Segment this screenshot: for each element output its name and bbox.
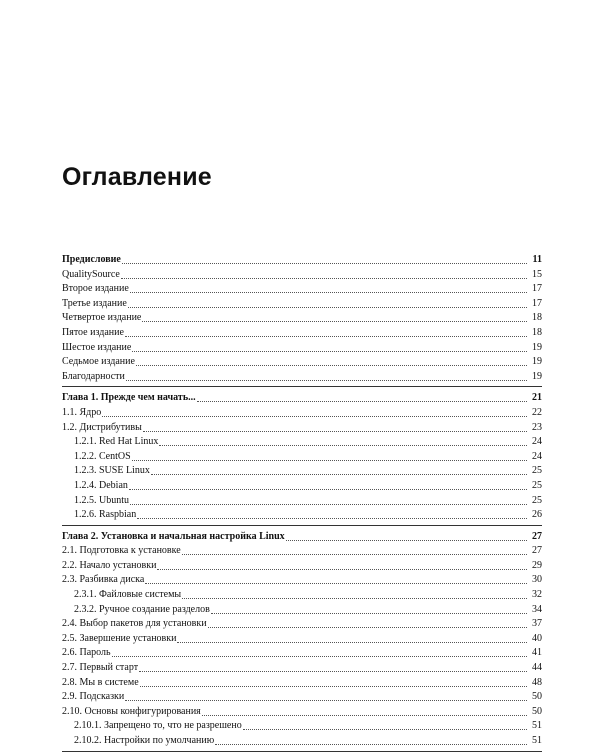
toc-entry — [62, 450, 542, 465]
toc-leader-dots — [139, 662, 527, 672]
toc-entry-label: 1.2.3. SUSE Linux — [74, 465, 150, 477]
toc-leader-dots — [125, 327, 527, 337]
toc-page-number: 44 — [532, 662, 542, 674]
toc-leader-dots — [182, 589, 527, 599]
toc-leader-dots — [130, 283, 527, 293]
toc-entry-label: 2.3.1. Файловые системы — [74, 589, 182, 601]
toc-entry — [62, 311, 542, 326]
toc-page-number: 32 — [532, 589, 542, 601]
toc-entry — [62, 646, 542, 661]
toc-entry — [62, 588, 542, 603]
toc-page-number: 34 — [532, 603, 542, 615]
toc-entry — [62, 705, 542, 720]
toc-entry — [62, 464, 542, 479]
toc-leader-dots — [102, 407, 527, 417]
toc-entry — [62, 297, 542, 312]
toc-leader-dots — [215, 735, 527, 745]
toc-entry — [62, 573, 542, 588]
toc-entry-label: Третье издание — [62, 297, 127, 309]
toc-leader-dots — [140, 677, 527, 687]
toc-leader-dots — [286, 531, 527, 541]
toc-entry-label: Глава 1. Прежде чем начать... — [62, 392, 196, 404]
toc-entry-label: 2.5. Завершение установки — [62, 632, 177, 644]
toc-page-number: 17 — [532, 283, 542, 295]
toc-chapter-heading — [62, 530, 542, 545]
toc-chapter-heading — [62, 253, 542, 268]
toc-leader-dots — [137, 509, 527, 519]
toc-leader-dots — [243, 720, 527, 730]
toc-entry-label: Благодарности — [62, 370, 125, 382]
toc-section — [62, 253, 542, 387]
toc-leader-dots — [177, 633, 527, 643]
toc-entry — [62, 559, 542, 574]
toc-page-number: 50 — [532, 691, 542, 703]
toc-leader-dots — [122, 254, 527, 264]
toc-section — [62, 530, 542, 752]
toc-page-number: 19 — [532, 370, 542, 382]
toc-entry-label: 2.2. Начало установки — [62, 559, 157, 571]
toc-entry-label: 2.9. Подсказки — [62, 691, 125, 703]
toc-entry — [62, 617, 542, 632]
toc-page-number: 24 — [532, 450, 542, 462]
toc-entry — [62, 603, 542, 618]
toc-page-number: 30 — [532, 574, 542, 586]
toc-page-number: 15 — [532, 268, 542, 280]
toc-leader-dots — [157, 560, 527, 570]
toc-entry-label: 2.6. Пароль — [62, 647, 111, 659]
toc-page-number: 27 — [532, 545, 542, 557]
toc-entry — [62, 676, 542, 691]
toc-entry-label: 1.2.4. Debian — [74, 479, 128, 491]
toc-page-number: 27 — [532, 530, 542, 542]
toc-entry-label: Глава 2. Установка и начальная настройка Linux — [62, 530, 285, 542]
toc-section — [62, 391, 542, 525]
toc-page-number: 11 — [532, 254, 542, 265]
toc-page-number: 22 — [532, 406, 542, 418]
toc-entry-label: 2.10.2. Настройки по умолчанию — [74, 735, 215, 746]
toc-page-number: 18 — [532, 326, 542, 338]
toc-leader-dots — [182, 545, 527, 555]
toc-leader-dots — [132, 451, 527, 461]
toc-leader-dots — [136, 356, 527, 366]
toc-leader-dots — [121, 269, 527, 279]
toc-page-number: 51 — [532, 735, 542, 746]
toc-page-number: 40 — [532, 632, 542, 644]
toc-page-number: 37 — [532, 618, 542, 630]
toc-leader-dots — [132, 342, 527, 352]
toc-entry-label: Четвертое издание — [62, 312, 142, 324]
toc-leader-dots — [112, 647, 527, 657]
toc-leader-dots — [211, 604, 527, 614]
toc-entry-label: 2.7. Первый старт — [62, 662, 139, 674]
toc-leader-dots — [208, 618, 527, 628]
toc-leader-dots — [125, 691, 527, 701]
toc-entry — [62, 341, 542, 356]
toc-page-number: 26 — [532, 509, 542, 521]
toc-chapter-heading — [62, 391, 542, 406]
toc-entry-label: Второе издание — [62, 283, 129, 295]
toc-entry — [62, 406, 542, 421]
toc-page-number: 48 — [532, 676, 542, 688]
toc-entry-label: 1.2.1. Red Hat Linux — [74, 436, 159, 448]
toc-entry — [62, 508, 542, 523]
toc-page-number: 41 — [532, 647, 542, 659]
toc-entry — [62, 544, 542, 559]
toc-entry-label: Седьмое издание — [62, 356, 135, 368]
toc-entry-label: 2.10.1. Запрещено то, что не разрешено — [74, 720, 242, 732]
toc-entry-label: 1.2.5. Ubuntu — [74, 494, 129, 506]
toc-entry-label: Шестое издание — [62, 341, 132, 353]
toc-entry — [62, 494, 542, 509]
toc-leader-dots — [197, 392, 527, 402]
toc-page-number: 51 — [532, 720, 542, 732]
toc-leader-dots — [126, 371, 527, 381]
toc-entry-label: 1.2. Дистрибутивы — [62, 421, 142, 433]
toc-entry-label: 2.3. Разбивка диска — [62, 574, 145, 586]
toc-entry — [62, 326, 542, 341]
toc-entry — [62, 370, 542, 385]
toc-entry-label: 2.1. Подготовка к установке — [62, 545, 181, 557]
toc-entry — [62, 435, 542, 450]
toc-entry-label: QualitySource — [62, 268, 120, 280]
toc-entry — [62, 734, 542, 749]
toc-leader-dots — [128, 298, 527, 308]
toc-page-number: 29 — [532, 559, 542, 571]
toc-leader-dots — [145, 574, 527, 584]
toc-page-number: 23 — [532, 421, 542, 433]
toc-entry — [62, 268, 542, 283]
toc-leader-dots — [151, 465, 527, 475]
table-of-contents — [62, 253, 542, 756]
toc-page-number: 25 — [532, 465, 542, 477]
toc-leader-dots — [143, 422, 527, 432]
toc-page-number: 17 — [532, 297, 542, 309]
toc-entry — [62, 719, 542, 734]
toc-entry-label: 2.8. Мы в системе — [62, 676, 139, 688]
toc-entry-label: Предисловие — [62, 254, 121, 265]
toc-page-number: 50 — [532, 705, 542, 717]
toc-page-number: 19 — [532, 341, 542, 353]
toc-entry-label: 1.1. Ядро — [62, 406, 102, 418]
toc-entry-label: 2.3.2. Ручное создание разделов — [74, 603, 210, 615]
toc-leader-dots — [159, 436, 527, 446]
toc-entry — [62, 421, 542, 436]
toc-entry — [62, 690, 542, 705]
toc-entry-label: Пятое издание — [62, 326, 124, 338]
toc-leader-dots — [130, 495, 527, 505]
toc-leader-dots — [129, 480, 527, 490]
toc-entry-label: 1.2.6. Raspbian — [74, 509, 137, 521]
toc-entry — [62, 479, 542, 494]
toc-leader-dots — [142, 312, 527, 322]
toc-entry-label: 2.10. Основы конфигурирования — [62, 705, 201, 717]
toc-entry — [62, 661, 542, 676]
toc-entry — [62, 355, 542, 370]
toc-entry — [62, 282, 542, 297]
toc-page-number: 19 — [532, 356, 542, 368]
toc-page-number: 21 — [532, 392, 542, 404]
toc-page-number: 24 — [532, 436, 542, 448]
toc-page-number: 25 — [532, 479, 542, 491]
toc-page-number: 25 — [532, 494, 542, 506]
toc-entry-label: 1.2.2. CentOS — [74, 450, 131, 462]
toc-leader-dots — [202, 706, 527, 716]
toc-entry — [62, 632, 542, 647]
toc-entry-label: 2.4. Выбор пакетов для установки — [62, 618, 207, 630]
page-title: Оглавление — [62, 163, 212, 191]
toc-page-number: 18 — [532, 312, 542, 324]
